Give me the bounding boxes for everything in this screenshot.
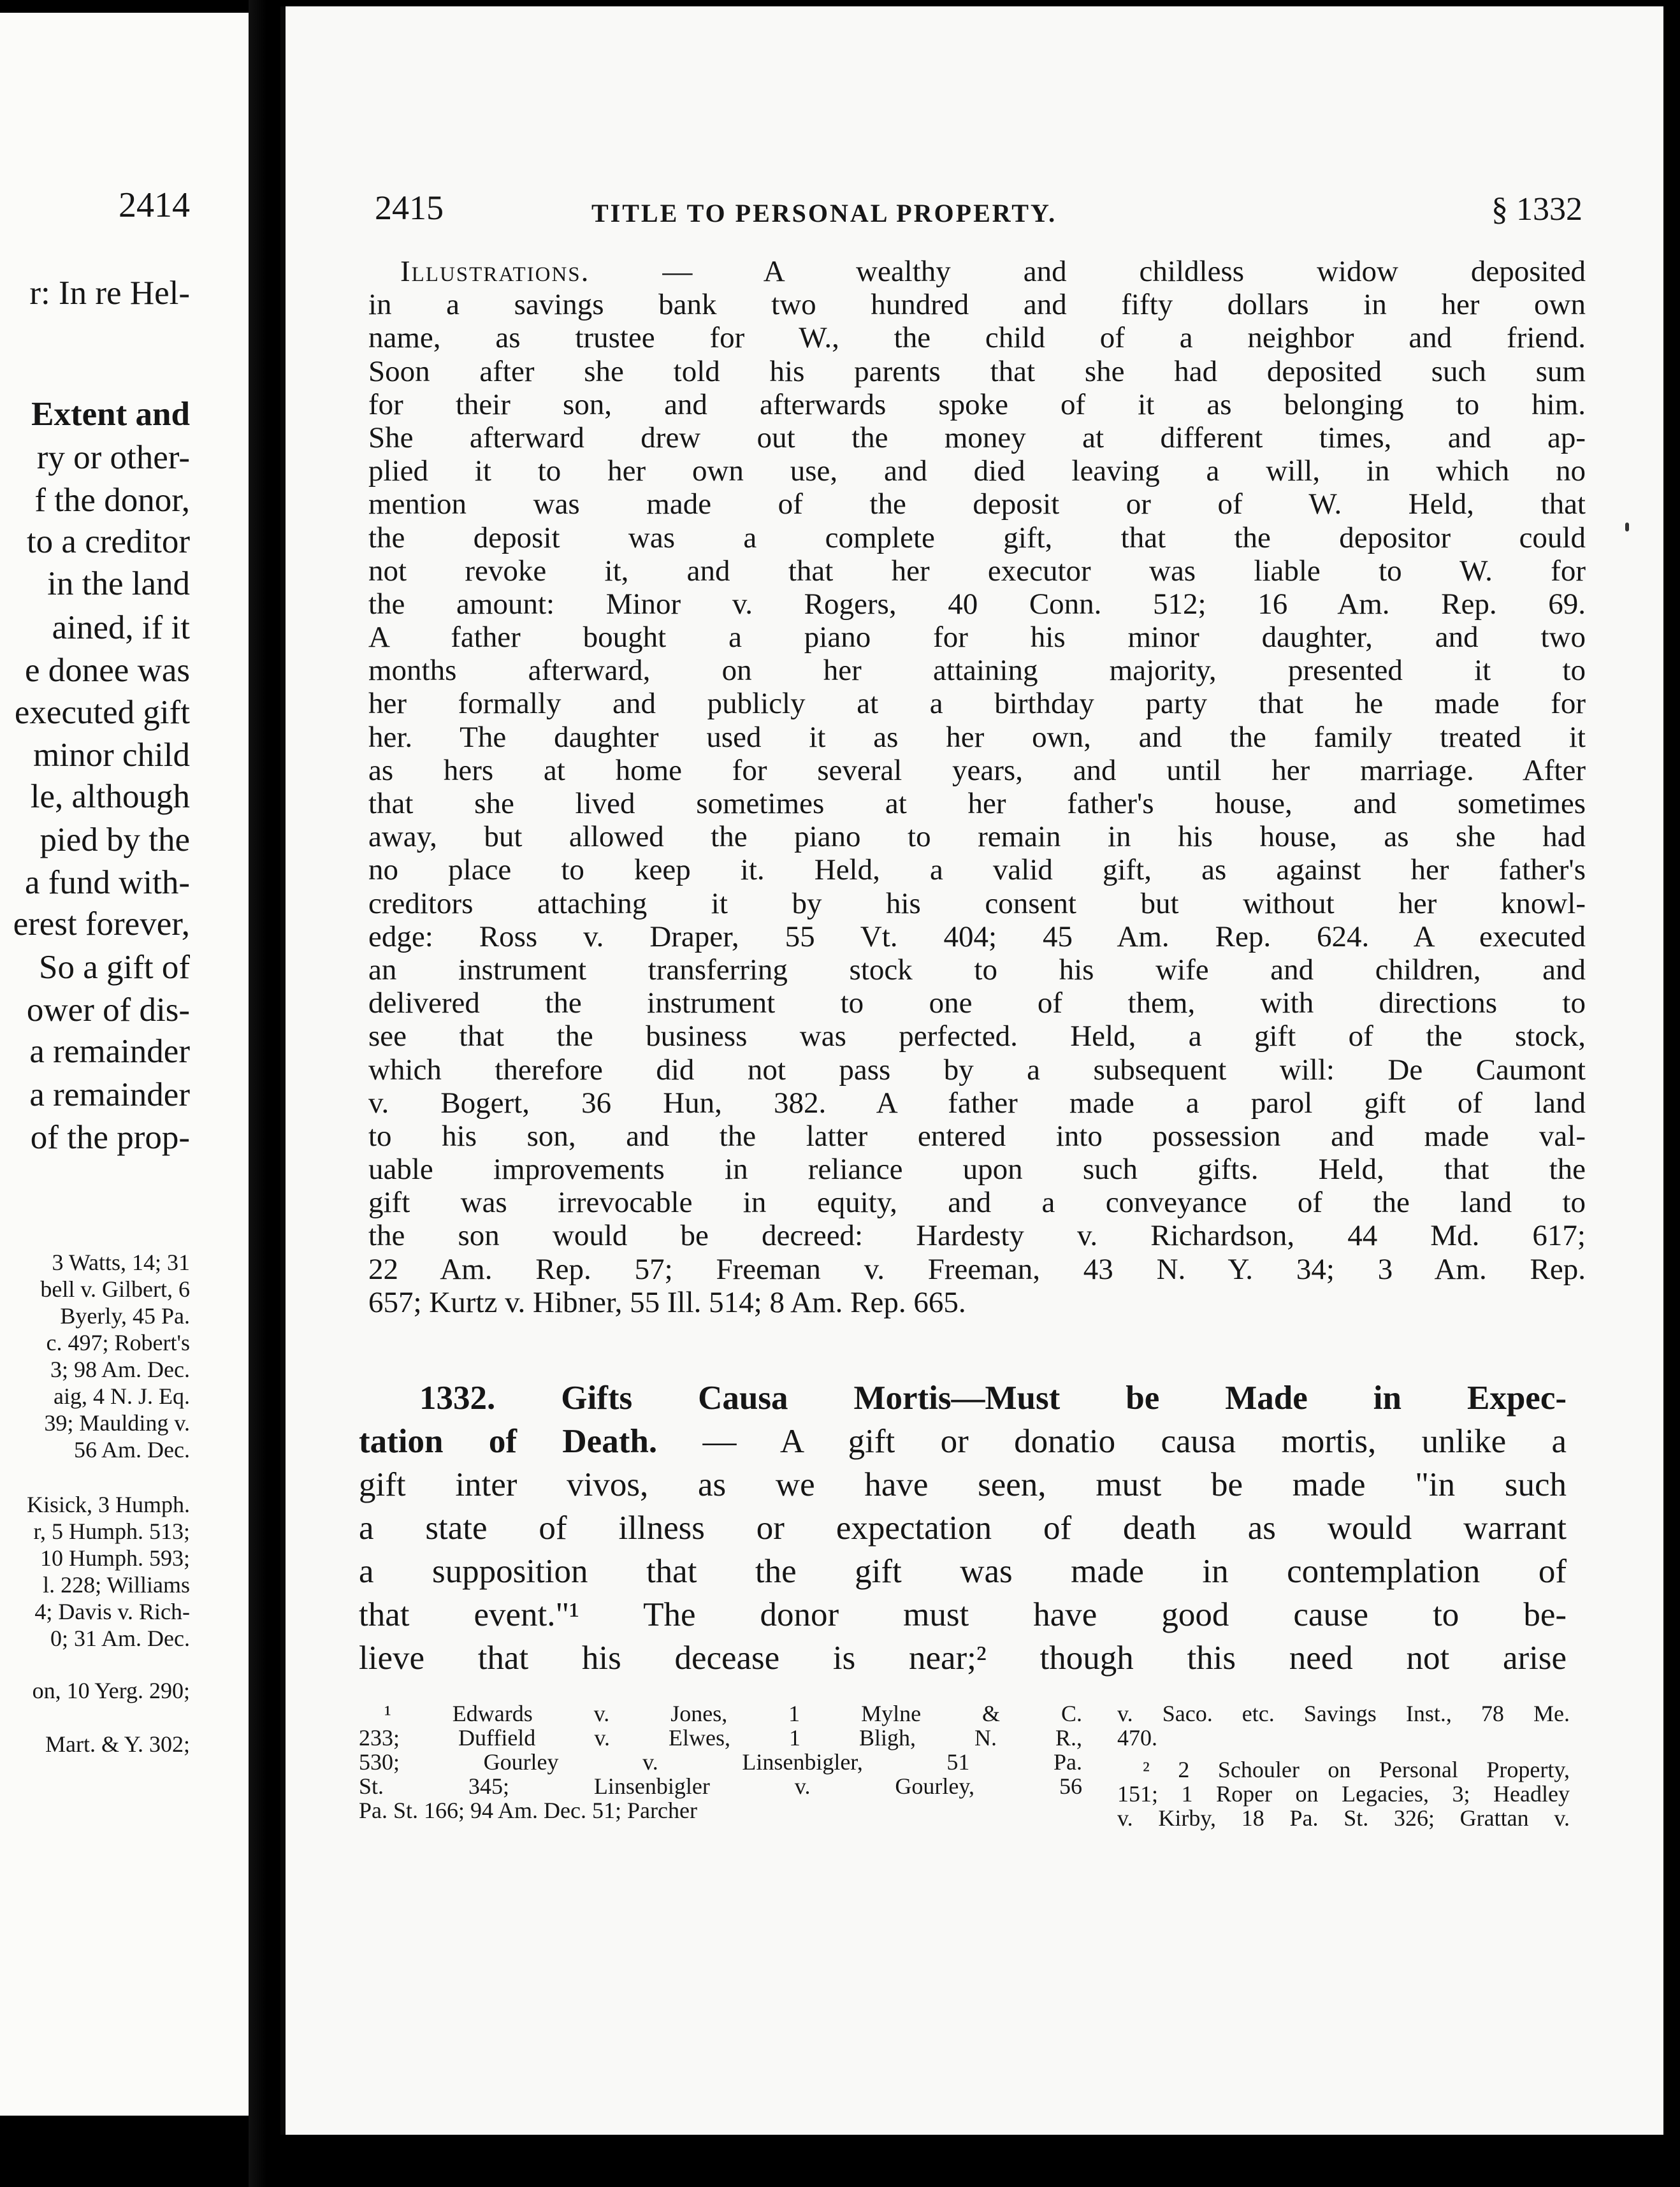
section-heading-continued: tation of Death. bbox=[359, 1423, 658, 1460]
illustrations-body bbox=[368, 288, 1586, 1319]
footnote-line: ² 2 Schouler on Personal Property, bbox=[1143, 1757, 1570, 1782]
left-page-line: minor child bbox=[33, 737, 190, 774]
left-page-line: pied by the bbox=[40, 821, 190, 858]
left-page-footnote-line: aig, 4 N. J. Eq. bbox=[54, 1383, 190, 1409]
left-page-footnote-line: 56 Am. Dec. bbox=[74, 1437, 190, 1462]
left-page-line: Extent and bbox=[31, 396, 190, 433]
footnote-line: 530; Gourley v. Linsenbigler, 51 Pa. bbox=[359, 1749, 1082, 1775]
left-page-line: erest forever, bbox=[13, 906, 190, 942]
footnotes-left-column bbox=[359, 1701, 1082, 1822]
text-line: 657; Kurtz v. Hibner, 55 Ill. 514; 8 Am. Rep. 665. bbox=[368, 1285, 966, 1319]
text-line: gift inter vivos, as we have seen, must be made "in such bbox=[359, 1466, 1567, 1503]
right-page bbox=[280, 6, 1663, 2135]
left-page-line: So a gift of bbox=[39, 949, 190, 986]
text-line: no place to keep it. Held, a valid gift, as against her father's bbox=[368, 853, 1586, 887]
text-line: Soon after she told his parents that she had deposited such sum bbox=[368, 354, 1586, 388]
text-line: an instrument transferring stock to his wife and children, and bbox=[368, 953, 1586, 986]
left-page-line: f the donor, bbox=[34, 482, 190, 519]
left-page-line: of the prop- bbox=[30, 1119, 190, 1156]
text-line: in a savings bank two hundred and fifty dollars in her own bbox=[368, 288, 1586, 322]
footnote-line: v. Saco. etc. Savings Inst., 78 Me. bbox=[1117, 1701, 1570, 1726]
text-line: 22 Am. Rep. 57; Freeman v. Freeman, 43 N. Y. 34; 3 Am. Rep. bbox=[368, 1252, 1586, 1286]
text-line: the deposit was a complete gift, that the depositor could bbox=[368, 521, 1586, 554]
section-number: 1332. bbox=[419, 1380, 496, 1417]
text-line: plied it to her own use, and died leaving a will, in which no bbox=[368, 454, 1586, 488]
text-line: months afterward, on her attaining majority, presented it to bbox=[368, 654, 1586, 688]
text-line: edge: Ross v. Draper, 55 Vt. 404; 45 Am. Rep. 624. A executed bbox=[368, 920, 1586, 953]
text-line: lieve that his decease is near;² though this need not arise bbox=[359, 1640, 1567, 1677]
left-page-footnote-line: 3 Watts, 14; 31 bbox=[52, 1250, 190, 1275]
left-page-footnote-line: l. 228; Williams bbox=[43, 1572, 190, 1598]
left-page-line: a remainder bbox=[29, 1033, 190, 1070]
left-page-line: r: In re Hel- bbox=[29, 275, 190, 312]
footnote-line: v. Kirby, 18 Pa. St. 326; Grattan v. bbox=[1117, 1805, 1570, 1831]
left-page-footnote-line: 4; Davis v. Rich- bbox=[34, 1599, 190, 1624]
text-line: uable improvements in reliance upon such gifts. Held, that the bbox=[368, 1153, 1586, 1187]
left-page-footnote-line: Kisick, 3 Humph. bbox=[27, 1492, 190, 1517]
section-1332 bbox=[359, 1376, 1567, 1680]
left-page-footnote-line: c. 497; Robert's bbox=[46, 1330, 190, 1355]
footnote-line: ¹ Edwards v. Jones, 1 Mylne & C. bbox=[384, 1701, 1082, 1726]
text-line: see that the business was perfected. Held, a gift of the stock, bbox=[368, 1020, 1586, 1053]
section-reference: § 1332 bbox=[1491, 191, 1582, 227]
left-page-line: in the land bbox=[47, 565, 190, 602]
running-title: TITLE TO PERSONAL PROPERTY. bbox=[591, 199, 1057, 227]
text-line: v. Bogert, 36 Hun, 382. A father made a parol gift of land bbox=[368, 1086, 1586, 1120]
left-page-line: ry or other- bbox=[36, 439, 190, 476]
text-line: — A gift or donatio causa mortis, unlike a bbox=[657, 1423, 1567, 1460]
text-line: A father bought a piano for his minor daughter, and two bbox=[368, 621, 1586, 654]
text-line: the amount: Minor v. Rogers, 40 Conn. 512; 16 Am. Rep. 69. bbox=[368, 587, 1586, 621]
left-page-line: ower of dis- bbox=[26, 992, 190, 1029]
footnote-line: St. 345; Linsenbigler v. Gourley, 56 bbox=[359, 1773, 1082, 1799]
illustrations-first-line bbox=[368, 255, 1586, 288]
text-line: that event."¹ The donor must have good cause to be- bbox=[359, 1596, 1567, 1633]
left-page-number: 2414 bbox=[119, 185, 190, 225]
left-page-line: executed gift bbox=[14, 694, 190, 731]
left-page-footnote-line: bell v. Gilbert, 6 bbox=[40, 1276, 190, 1302]
text-line: delivered the instrument to one of them, with directions to bbox=[368, 986, 1586, 1020]
illustrations-paragraph bbox=[368, 255, 1586, 1319]
text-line: as hers at home for several years, and until her marriage. After bbox=[368, 753, 1586, 787]
footnote-line: 151; 1 Roper on Legacies, 3; Headley bbox=[1117, 1781, 1570, 1807]
footnote-line: Pa. St. 166; 94 Am. Dec. 51; Parcher bbox=[359, 1798, 697, 1823]
left-page-footnote-line: 10 Humph. 593; bbox=[40, 1545, 190, 1571]
text-line: a state of illness or expectation of death as would warrant bbox=[359, 1510, 1567, 1547]
text-line: She afterward drew out the money at different times, and ap- bbox=[368, 421, 1586, 454]
text-line: to his son, and the latter entered into possession and made val- bbox=[368, 1119, 1586, 1153]
footnote-line: 470. bbox=[1117, 1725, 1157, 1750]
text-line: creditors attaching it by his consent but without her knowl- bbox=[368, 886, 1586, 920]
left-page-footnote-line: 3; 98 Am. Dec. bbox=[50, 1357, 190, 1382]
text-line: which therefore did not pass by a subsequent will: De Caumont bbox=[368, 1053, 1586, 1086]
left-page-line: ained, if it bbox=[52, 609, 190, 646]
text-line: not revoke it, and that her executor was liable to W. for bbox=[368, 554, 1586, 588]
text-line: the son would be decreed: Hardesty v. Richardson, 44 Md. 617; bbox=[368, 1219, 1586, 1253]
left-page-line: a remainder bbox=[29, 1076, 190, 1113]
text-line: gift was irrevocable in equity, and a conveyance of the land to bbox=[368, 1186, 1586, 1220]
text-line: — A wealthy and childless widow deposited bbox=[590, 255, 1586, 288]
illustrations-heading: Illustrations. bbox=[400, 255, 590, 288]
left-page-line: to a creditor bbox=[26, 523, 190, 560]
left-page-footnote-line: Mart. & Y. 302; bbox=[45, 1731, 190, 1757]
footnote-line: 233; Duffield v. Elwes, 1 Bligh, N. R., bbox=[359, 1725, 1082, 1750]
left-page-line: e donee was bbox=[25, 652, 190, 689]
text-line: a supposition that the gift was made in contemplation of bbox=[359, 1553, 1567, 1590]
text-line: mention was made of the deposit or of W. Held, that bbox=[368, 487, 1586, 521]
left-page-footnote-line: 39; Maulding v. bbox=[44, 1410, 190, 1436]
section-heading-line bbox=[359, 1376, 1567, 1420]
left-page-footnote-line: Byerly, 45 Pa. bbox=[60, 1303, 190, 1329]
left-page-line: a fund with- bbox=[24, 864, 190, 901]
section-heading: Gifts Causa Mortis—Must be Made in Expec- bbox=[561, 1380, 1567, 1417]
text-line: for their son, and afterwards spoke of it as belonging to him. bbox=[368, 387, 1586, 421]
left-page-fragment bbox=[0, 13, 249, 2116]
page-speck bbox=[1625, 523, 1629, 531]
text-line: her. The daughter used it as her own, and the family treated it bbox=[368, 720, 1586, 754]
text-line: her formally and publicly at a birthday party that he made for bbox=[368, 687, 1586, 721]
left-page-footnote-line: on, 10 Yerg. 290; bbox=[32, 1678, 190, 1703]
text-line: away, but allowed the piano to remain in his house, as she had bbox=[368, 820, 1586, 854]
left-page-footnote-line: r, 5 Humph. 513; bbox=[33, 1519, 190, 1544]
left-page-footnote-line: 0; 31 Am. Dec. bbox=[50, 1626, 190, 1651]
text-line: name, as trustee for W., the child of a neighbor and friend. bbox=[368, 321, 1586, 355]
section-body bbox=[359, 1463, 1567, 1680]
page-number: 2415 bbox=[375, 189, 444, 227]
text-line: that she lived sometimes at her father's house, and sometimes bbox=[368, 787, 1586, 820]
left-page-line: le, although bbox=[30, 778, 190, 815]
footnotes-right-column bbox=[1117, 1701, 1570, 1830]
section-heading-line-2 bbox=[359, 1420, 1567, 1463]
running-head bbox=[375, 188, 1582, 233]
